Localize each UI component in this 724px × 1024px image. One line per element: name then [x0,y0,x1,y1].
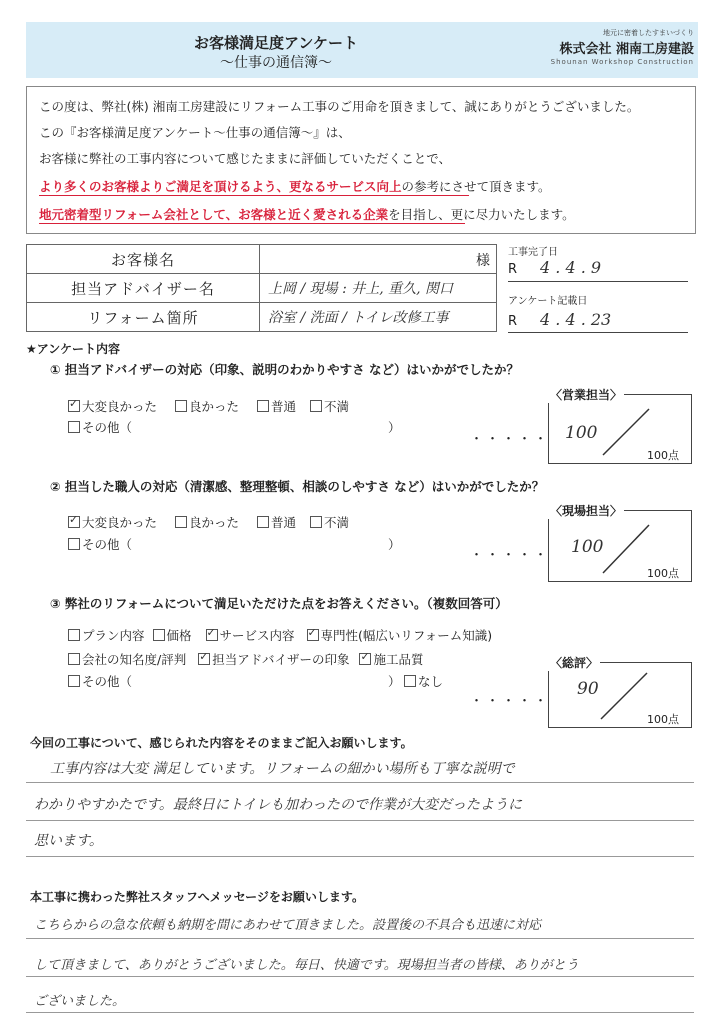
message-line-2: して頂きまして、ありがとうございました。毎日、快適です。現場担当者の皆様、ありがとう [34,958,579,973]
q2-option-4[interactable] [310,515,349,530]
message-line-1: こちらからの急な依頼も納期を間にあわせて頂きました。設置後の不具合も迅速に対応 [34,918,542,933]
q3-score-value: 90 [577,679,599,699]
q3-other-close: ） [388,674,401,689]
question-1: ① 担当アドバイザーの対応（印象、説明のわかりやすさ など）はいかがでしたか？ [50,362,520,377]
q1-dots: ・・・・・ [470,432,551,447]
q1-option-4-label: 不満 [324,399,350,414]
survey-date-prefix: R [508,314,518,329]
q2-score-max: 100点 [647,567,679,580]
q3-option-reputation[interactable] [68,652,186,667]
q3-option-expertise-label: 専門性(幅広いリフォーム知識) [320,628,493,643]
message-heading: 本工事に携わった弊社スタッフへメッセージをお願いします。 [30,890,364,904]
q3-option-price[interactable] [153,628,192,643]
reform-area-label: リフォーム箇所 [27,303,260,332]
company-name: 株式会社 湘南工房建設 [559,42,694,57]
q2-option-3[interactable] [257,515,296,530]
message-rule-2 [26,976,694,977]
intro-line-3: お客様に弊社の工事内容について感じたままに評価していただくことで、 [39,151,452,166]
intro-line-1: この度は、弊社(株) 湘南工房建設にリフォーム工事のご用命を頂きまして、誠にありがとうございました。 [39,99,640,114]
header-banner [26,22,698,78]
customer-name-field[interactable] [260,245,497,274]
customer-info-table [26,244,497,332]
q3-option-quality[interactable] [359,652,423,667]
intro-highlight-1: より多くのお客様よりご満足を頂けるよう、更なるサービス向上 [39,179,402,194]
question-2: ② 担当した職人の対応（清潔感、整理整頓、相談のしやすさ など）はいかがでしたか？ [50,479,545,494]
q2-option-4-label: 不満 [324,515,350,530]
comment-rule-3 [26,856,694,857]
company-tagline: 地元に密着したすまいづくり [603,29,694,37]
q3-row-1 [68,626,492,644]
advisor-label: 担当アドバイザー名 [27,274,260,303]
intro-box [26,86,696,234]
q2-score-title: 〈現場担当〉 [550,504,623,518]
q2-other[interactable] [68,535,132,553]
q1-option-3[interactable] [257,399,296,414]
advisor-field[interactable] [260,274,497,303]
customer-suffix: 様 [476,253,490,269]
q1-other-label: その他（ [82,420,133,435]
survey-heading: ★アンケート内容 [26,342,121,356]
q3-option-none[interactable] [404,672,443,690]
q3-other-label: その他（ [82,674,133,689]
q3-option-expertise[interactable] [307,628,493,643]
intro-line-5-rest: を目指し、更に尽力いたします。 [388,207,575,222]
q1-options [68,397,349,415]
comment-rule-2 [26,820,694,821]
q3-option-none-label: なし [418,674,444,689]
checkbox-icon [68,675,80,687]
checkbox-icon [359,653,371,665]
survey-date-underline [508,332,688,333]
checkbox-icon [68,538,80,550]
q1-score-box[interactable] [548,394,692,464]
q3-option-advisor-label: 担当アドバイザーの印象 [212,652,350,667]
comment-line-3: 思います。 [34,833,103,849]
completion-date-prefix: R [508,262,518,277]
completion-date-underline [508,281,688,282]
q1-score-value: 100 [565,423,598,443]
q1-other[interactable] [68,418,132,436]
q1-option-2[interactable] [175,399,239,414]
q2-option-2-label: 良かった [189,515,240,530]
checkbox-icon [310,516,322,528]
q3-option-reputation-label: 会社の知名度/評判 [82,652,187,667]
comment-line-1: 工事内容は大変 満足しています。リフォームの細かい場所も丁寧な説明で [50,761,515,777]
q3-other[interactable] [68,672,132,690]
q3-option-service-label: サービス内容 [219,628,295,643]
q2-score-box[interactable] [548,510,692,582]
red-underline-2 [39,223,465,224]
checkbox-icon [68,400,80,412]
comment-rule-1 [26,782,694,783]
q2-option-1-label: 大変良かった [82,515,158,530]
intro-line-4-rest: の参考にさせて頂きます。 [401,179,551,194]
company-name-english: Shounan Workshop Construction [550,58,694,66]
reform-area-value: 浴室 / 洗面 / トイレ改修工事 [268,310,449,326]
checkbox-icon [68,653,80,665]
q3-dots: ・・・・・ [470,694,551,709]
q1-option-3-label: 普通 [271,399,297,414]
checkbox-icon [175,400,187,412]
q2-score-value: 100 [571,537,604,557]
q3-option-advisor[interactable] [198,652,349,667]
q2-option-3-label: 普通 [271,515,297,530]
comments-heading: 今回の工事について、感じられた内容をそのままご記入お願いします。 [30,736,413,750]
checkbox-icon [404,675,416,687]
intro-highlight-2: 地元密着型リフォーム会社として、お客様と近く愛される企業 [39,207,389,222]
message-rule-1 [26,938,694,939]
red-underline-1 [39,195,469,196]
checkbox-icon [68,516,80,528]
q2-option-1[interactable] [68,515,157,530]
q3-row-2 [68,650,423,668]
checkbox-icon [175,516,187,528]
q1-score-title: 〈営業担当〉 [550,388,623,402]
message-rule-3 [26,1012,694,1013]
form-subtitle: 〜仕事の通信簿〜 [220,55,332,71]
q2-options [68,513,349,531]
q3-score-title: 〈総評〉 [550,656,599,670]
checkbox-icon [310,400,322,412]
q3-score-max: 100点 [647,713,679,726]
checkbox-icon [68,421,80,433]
advisor-value: 上岡 / 現場 : 井上, 重久, 関口 [268,281,454,297]
q2-other-label: その他（ [82,537,133,552]
q3-option-plan-label: プラン内容 [82,628,145,643]
completion-date-value: 4 . 4 . 9 [540,258,602,277]
q1-other-close: ） [388,420,401,435]
q3-option-price-label: 価格 [166,628,192,643]
checkbox-icon [257,516,269,528]
checkbox-icon [198,653,210,665]
q2-option-2[interactable] [175,515,239,530]
q3-option-service[interactable] [206,628,295,643]
intro-line-5 [39,205,575,223]
customer-name-label: お客様名 [27,245,260,274]
q3-option-plan[interactable] [68,628,145,643]
checkbox-icon [307,629,319,641]
form-title: お客様満足度アンケート [193,34,359,52]
q2-other-close: ） [388,537,401,552]
survey-date-label: アンケート記載日 [508,296,588,307]
intro-line-4 [39,177,551,195]
q1-option-4[interactable] [310,399,349,414]
q1-option-1[interactable] [68,399,157,414]
checkbox-icon [257,400,269,412]
survey-date-value: 4 . 4 . 23 [540,310,612,329]
q1-option-1-label: 大変良かった [82,399,158,414]
completion-date-label: 工事完了日 [508,247,558,258]
q2-dots: ・・・・・ [470,548,551,563]
intro-line-2: この『お客様満足度アンケート〜仕事の通信簿〜』は、 [39,125,351,140]
message-line-3: ございました。 [34,994,126,1009]
comment-line-2: わかりやすかたです。最終日にトイレも加わったので作業が大変だったように [34,797,523,813]
reform-area-field[interactable] [260,303,497,332]
q1-score-max: 100点 [647,449,679,462]
q3-score-box[interactable] [548,662,692,728]
q1-option-2-label: 良かった [189,399,240,414]
checkbox-icon [206,629,218,641]
question-3: ③ 弊社のリフォームについて満足いただけた点をお答えください。（複数回答可） [50,596,508,611]
checkbox-icon [153,629,165,641]
checkbox-icon [68,629,80,641]
q3-option-quality-label: 施工品質 [373,652,424,667]
